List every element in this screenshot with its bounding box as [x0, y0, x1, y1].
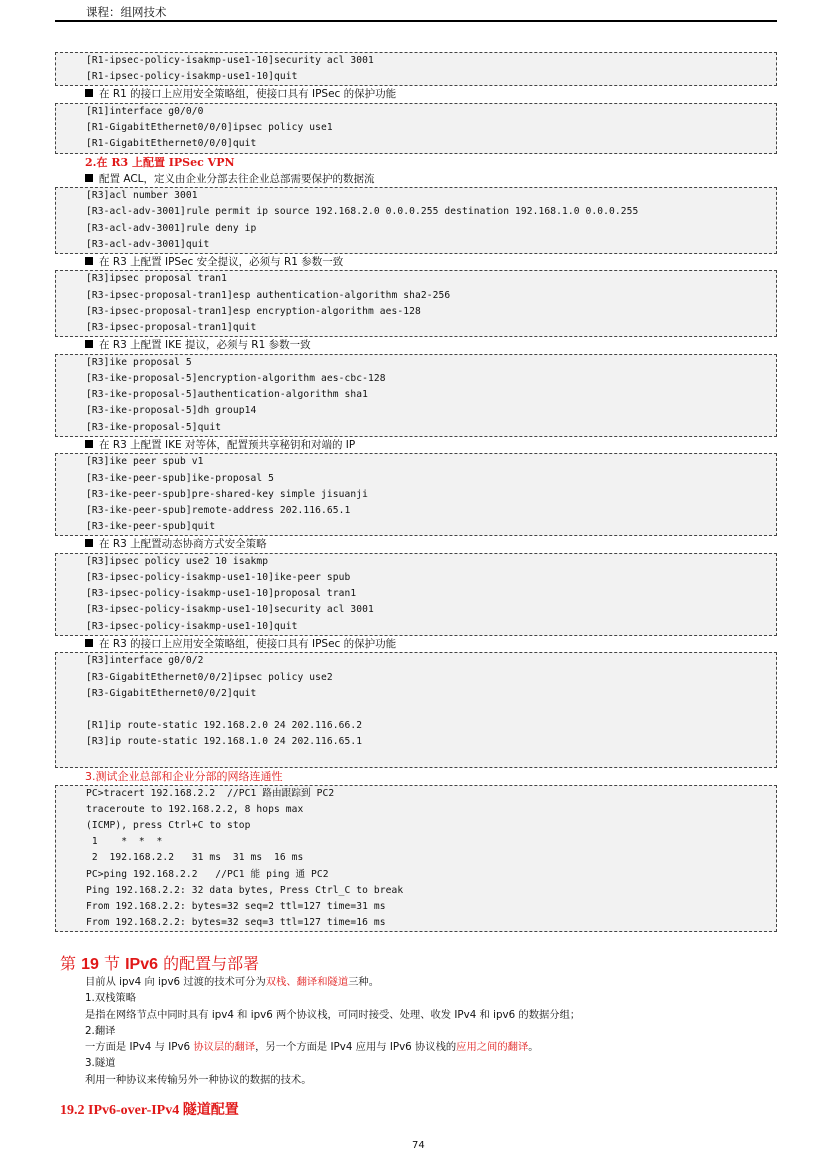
- paragraph: [85, 974, 580, 990]
- code-line: [R3-ipsec-proposal-tran1]esp encryption-algorithm aes-128: [86, 305, 421, 317]
- square-bullet-icon: [85, 174, 93, 182]
- highlighted-text: 应用之间的翻译: [456, 1041, 529, 1054]
- text: 1.双栈策略: [85, 992, 137, 1005]
- code-line: [R3-ike-proposal-5]dh group14: [86, 405, 257, 417]
- bullet-text: 在 R1 的接口上应用安全策略组，使接口具有 IPSec 的保护功能: [99, 88, 397, 101]
- code-line: 1 * * *: [86, 836, 163, 848]
- code-line: [R3-ike-peer-spub]ike-proposal 5: [86, 472, 275, 484]
- square-bullet-icon: [85, 257, 93, 265]
- code-line: [R3-ike-proposal-5]encryption-algorithm aes-cbc-128: [86, 373, 386, 384]
- code-line: PC>tracert 192.168.2.2 //PC1 路由跟踪到 PC2: [86, 787, 335, 799]
- code-line: [R3]ip route-static 192.168.1.0 24 202.116.65.1: [86, 736, 363, 748]
- code-block: [55, 187, 777, 254]
- code-line: [86, 702, 776, 718]
- code-block: [55, 103, 777, 154]
- code-line: From 192.168.2.2: bytes=32 seq=3 ttl=127 time=16 ms: [86, 917, 386, 929]
- text: 。: [528, 1041, 539, 1054]
- code-line: [R3]ike peer spub v1: [86, 456, 204, 468]
- code-line: traceroute to 192.168.2.2, 8 hops max: [86, 803, 304, 815]
- document-body: [55, 52, 777, 932]
- code-line: PC>ping 192.168.2.2 //PC1 能 ping 通 PC2: [86, 868, 329, 880]
- step-heading: 2.在 R3 上配置 IPSec VPN: [85, 155, 235, 169]
- bullet-item: [55, 86, 777, 103]
- text: 是指在网络节点中同时具有 ipv4 和 ipv6 两个协议栈，可同时接受、处理、收发 IPv4 和 ipv6 的数据分组；: [85, 1008, 581, 1021]
- code-line: [86, 751, 776, 767]
- code-line: (ICMP), press Ctrl+C to stop: [86, 820, 251, 832]
- paragraph: [85, 990, 580, 1006]
- code-block: [55, 785, 777, 933]
- square-bullet-icon: [85, 639, 93, 647]
- code-line: [R3]acl number 3001: [86, 190, 198, 202]
- section-prefix: 第: [60, 954, 82, 973]
- code-line: [R3-ike-peer-spub]remote-address 202.116.65.1: [86, 504, 351, 516]
- code-line: [R3-ipsec-proposal-tran1]quit: [86, 322, 257, 334]
- code-block: [55, 270, 777, 337]
- section-suffix: 的配置与部署: [158, 954, 260, 973]
- bullet-text: 配置 ACL，定义由企业分部去往企业总部需要保护的数据流: [99, 172, 375, 185]
- code-line: [R3-ike-peer-spub]pre-shared-key simple jisuanji: [86, 488, 369, 500]
- code-line: [R3]ike proposal 5: [86, 356, 192, 368]
- code-line: [R1-ipsec-policy-isakmp-use1-10]security acl 3001: [86, 55, 374, 66]
- code-line: [R3]ipsec proposal tran1: [86, 273, 228, 285]
- paragraph: [85, 1007, 580, 1023]
- page-number: 74: [412, 1140, 425, 1151]
- code-line: [R3-acl-adv-3001]rule permit ip source 192.168.2.0 0.0.0.255 destination 192.168.1.0 0.0.0.255: [86, 206, 639, 218]
- code-line: Ping 192.168.2.2: 32 data bytes, Press Ctrl_C to break: [86, 884, 404, 896]
- text: 一方面是 IPv4 与 IPv6: [85, 1041, 194, 1054]
- code-block: [55, 354, 777, 437]
- bullet-text: 在 R3 的接口上应用安全策略组，使接口具有 IPSec 的保护功能: [99, 637, 397, 650]
- square-bullet-icon: [85, 440, 93, 448]
- bullet-item: [55, 171, 777, 188]
- code-line: [R1]interface g0/0/0: [86, 105, 204, 117]
- code-line: 2 192.168.2.2 31 ms 31 ms 16 ms: [86, 852, 304, 864]
- section-title: [60, 951, 259, 974]
- bullet-item: [55, 337, 777, 354]
- paragraph: [85, 1072, 580, 1088]
- bullet-text: 在 R3 上配置 IPSec 安全提议，必须与 R1 参数一致: [99, 255, 344, 268]
- code-line: [R1-ipsec-policy-isakmp-use1-10]quit: [86, 71, 298, 83]
- step-heading: 3.测试企业总部和企业分部的网络连通性: [85, 769, 283, 783]
- text: 3.隧道: [85, 1057, 116, 1070]
- paragraph: [85, 1055, 580, 1071]
- code-line: [R3-GigabitEthernet0/0/2]ipsec policy use2: [86, 671, 333, 683]
- running-header: 课程：组网技术: [86, 5, 167, 19]
- bullet-item: [55, 254, 777, 271]
- code-line: [R3-ike-proposal-5]quit: [86, 421, 222, 433]
- code-block: [55, 652, 777, 767]
- bullet-text: 在 R3 上配置 IKE 对等体，配置预共享秘钥和对端的 IP: [99, 438, 356, 451]
- bullet-text: 在 R3 上配置 IKE 提议，必须与 R1 参数一致: [99, 339, 311, 352]
- bullet-item: [55, 636, 777, 653]
- code-line: [R3-ike-peer-spub]quit: [86, 521, 216, 533]
- code-block: [55, 52, 777, 86]
- section-mid: 节: [98, 954, 126, 973]
- code-line: [R3-ipsec-policy-isakmp-use1-10]security acl 3001: [86, 604, 374, 616]
- bullet-item: [55, 536, 777, 553]
- bullet-item: [55, 437, 777, 454]
- code-line: [R3-GigabitEthernet0/0/2]quit: [86, 687, 257, 699]
- code-line: [R3-acl-adv-3001]rule deny ip: [86, 222, 257, 234]
- code-block: [55, 553, 777, 636]
- code-line: [R3-ipsec-policy-isakmp-use1-10]proposal tran1: [86, 588, 357, 600]
- code-line: [R3]interface g0/0/2: [86, 655, 204, 667]
- text: 2.翻译: [85, 1024, 116, 1037]
- section-ipv6: IPv6: [125, 956, 158, 973]
- subsection-title: 19.2 IPv6-over-IPv4 隧道配置: [60, 1103, 239, 1118]
- code-block: [55, 453, 777, 536]
- text: 利用一种协议来传输另外一种协议的数据的技术。: [85, 1073, 312, 1086]
- highlighted-text: 双栈、翻译和隧道: [265, 976, 349, 988]
- code-line: [R3]ipsec policy use2 10 isakmp: [86, 555, 269, 567]
- code-line: [R1-GigabitEthernet0/0/0]ipsec policy use1: [86, 122, 333, 134]
- square-bullet-icon: [85, 89, 93, 97]
- square-bullet-icon: [85, 340, 93, 348]
- text: 目前从 ipv4 向 ipv6 过渡的技术可分为: [85, 976, 266, 988]
- intro-paragraphs: [85, 974, 580, 1088]
- header-rule: [55, 20, 777, 22]
- text: ，另一个方面是 IPv4 应用与 IPv6 协议栈的: [255, 1041, 457, 1054]
- code-line: [R3-ipsec-policy-isakmp-use1-10]ike-peer spub: [86, 572, 351, 584]
- paragraph: [85, 1039, 580, 1055]
- paragraph: [85, 1023, 580, 1039]
- section-number: 19: [81, 956, 99, 973]
- code-line: [R3-ipsec-policy-isakmp-use1-10]quit: [86, 620, 298, 632]
- code-line: [R3-ipsec-proposal-tran1]esp authentication-algorithm sha2-256: [86, 289, 451, 301]
- code-line: From 192.168.2.2: bytes=32 seq=2 ttl=127 time=31 ms: [86, 901, 386, 913]
- code-line: [R1-GigabitEthernet0/0/0]quit: [86, 138, 257, 150]
- text: 三种。: [348, 976, 380, 988]
- bullet-text: 在 R3 上配置动态协商方式安全策略: [99, 538, 267, 551]
- code-line: [R3-acl-adv-3001]quit: [86, 238, 210, 250]
- code-line: [R1]ip route-static 192.168.2.0 24 202.116.66.2: [86, 720, 363, 732]
- square-bullet-icon: [85, 539, 93, 547]
- highlighted-text: 协议层的翻译: [193, 1041, 256, 1054]
- code-line: [R3-ike-proposal-5]authentication-algorithm sha1: [86, 389, 369, 401]
